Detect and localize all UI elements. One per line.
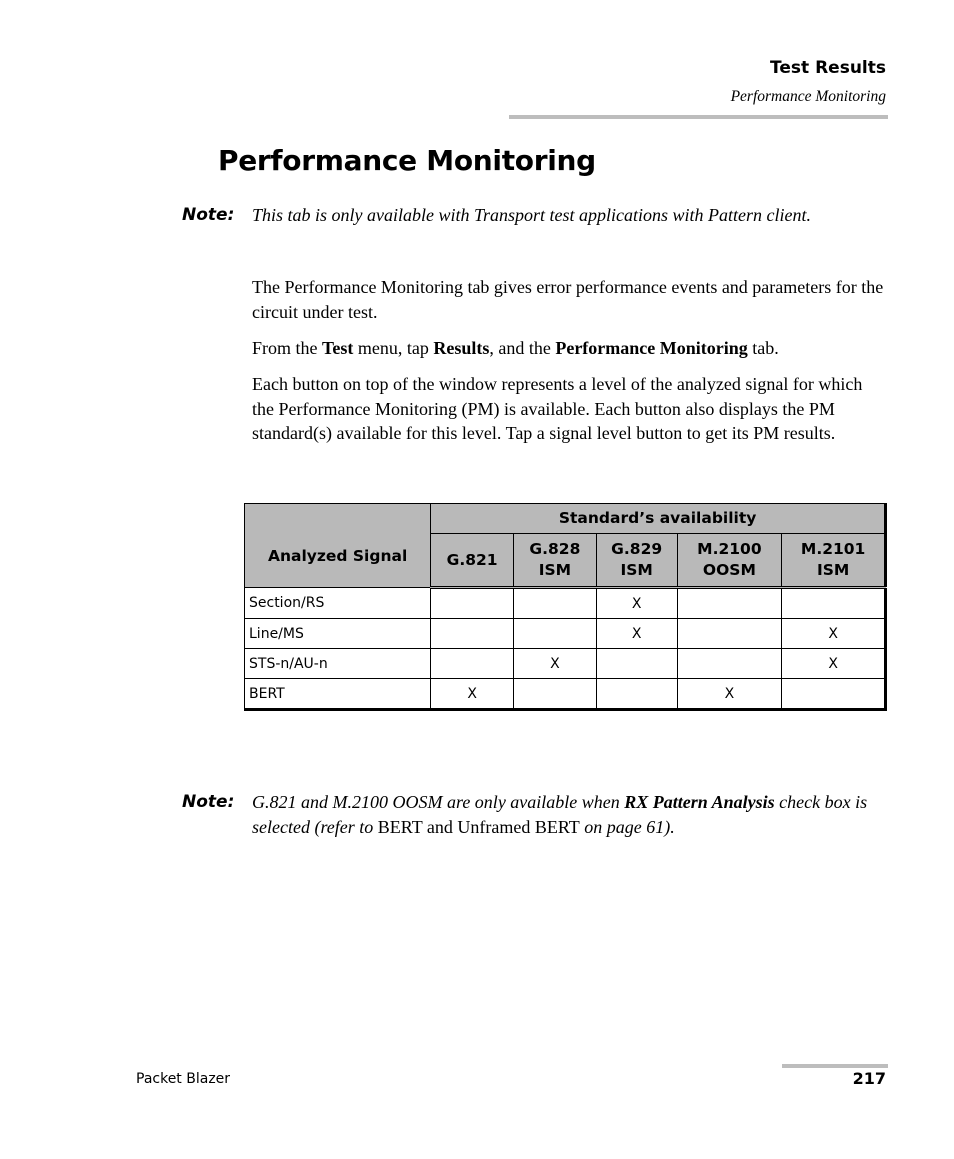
availability-cell — [596, 679, 677, 710]
checkbox-name: RX Pattern Analysis — [624, 792, 775, 812]
availability-cell: X — [782, 649, 886, 679]
availability-cell: X — [596, 619, 677, 649]
tab-name-performance-monitoring: Performance Monitoring — [555, 338, 748, 358]
table-row — [245, 679, 886, 710]
note-label: Note: — [182, 792, 235, 812]
table-row — [245, 649, 886, 679]
availability-cell — [514, 588, 597, 619]
availability-cell — [677, 619, 782, 649]
paragraph-description: Each button on top of the window represents a level of the analyzed signal for which the Performance Monitoring (PM) is available. Each button also displays the PM standard(s) available for this level. Tap a signal level button to get its PM results. — [252, 374, 863, 443]
menu-item-results: Results — [433, 338, 490, 358]
availability-cell — [431, 649, 514, 679]
availability-cell: X — [514, 649, 597, 679]
availability-cell — [782, 588, 886, 619]
availability-cell — [431, 619, 514, 649]
page-number: 217 — [852, 1069, 886, 1088]
header-rule — [509, 115, 888, 119]
cross-reference-link[interactable]: BERT and Unframed BERT — [377, 817, 580, 837]
availability-cell — [431, 588, 514, 619]
note-text: This tab is only available with Transport test applications with Pattern client. — [252, 205, 812, 225]
pm-availability-table — [244, 503, 887, 711]
table-row — [245, 588, 886, 619]
menu-name-test: Test — [322, 338, 354, 358]
running-header-subtitle: Performance Monitoring — [730, 88, 886, 105]
paragraph-intro: The Performance Monitoring tab gives error performance events and parameters for the circuit under test. — [252, 277, 884, 322]
footer-product-name: Packet Blazer — [136, 1071, 231, 1087]
availability-cell — [677, 649, 782, 679]
signal-cell: Line/MS — [245, 619, 431, 649]
paragraph-instructions: From the Test menu, tap Results, and the Performance Monitoring tab. — [252, 338, 779, 358]
availability-cell: X — [596, 588, 677, 619]
column-header-standard: M.2101 ISM — [782, 534, 886, 588]
column-header-standard: G.828 ISM — [514, 534, 597, 588]
column-header-analyzed-signal: Analyzed Signal — [245, 504, 431, 588]
note-label: Note: — [182, 205, 235, 225]
column-header-standard: G.821 — [431, 534, 514, 588]
availability-cell: X — [782, 619, 886, 649]
column-header-standard: M.2100 OOSM — [677, 534, 782, 588]
note-text: G.821 and M.2100 OOSM are only available when RX Pattern Analysis check box is selected (refer to BERT and Unframed BERT on page 61). — [252, 792, 868, 837]
availability-cell: X — [431, 679, 514, 710]
availability-cell — [514, 619, 597, 649]
availability-cell: X — [677, 679, 782, 710]
signal-cell: Section/RS — [245, 588, 431, 619]
column-header-standard: G.829 ISM — [596, 534, 677, 588]
availability-cell — [514, 679, 597, 710]
table-row — [245, 619, 886, 649]
running-header-title: Test Results — [770, 58, 886, 78]
signal-cell: BERT — [245, 679, 431, 710]
signal-cell: STS-n/AU-n — [245, 649, 431, 679]
availability-cell — [677, 588, 782, 619]
column-group-header: Standard’s availability — [431, 504, 886, 534]
availability-cell — [782, 679, 886, 710]
page-title: Performance Monitoring — [218, 144, 596, 177]
footer-rule — [782, 1064, 888, 1068]
availability-cell — [596, 649, 677, 679]
